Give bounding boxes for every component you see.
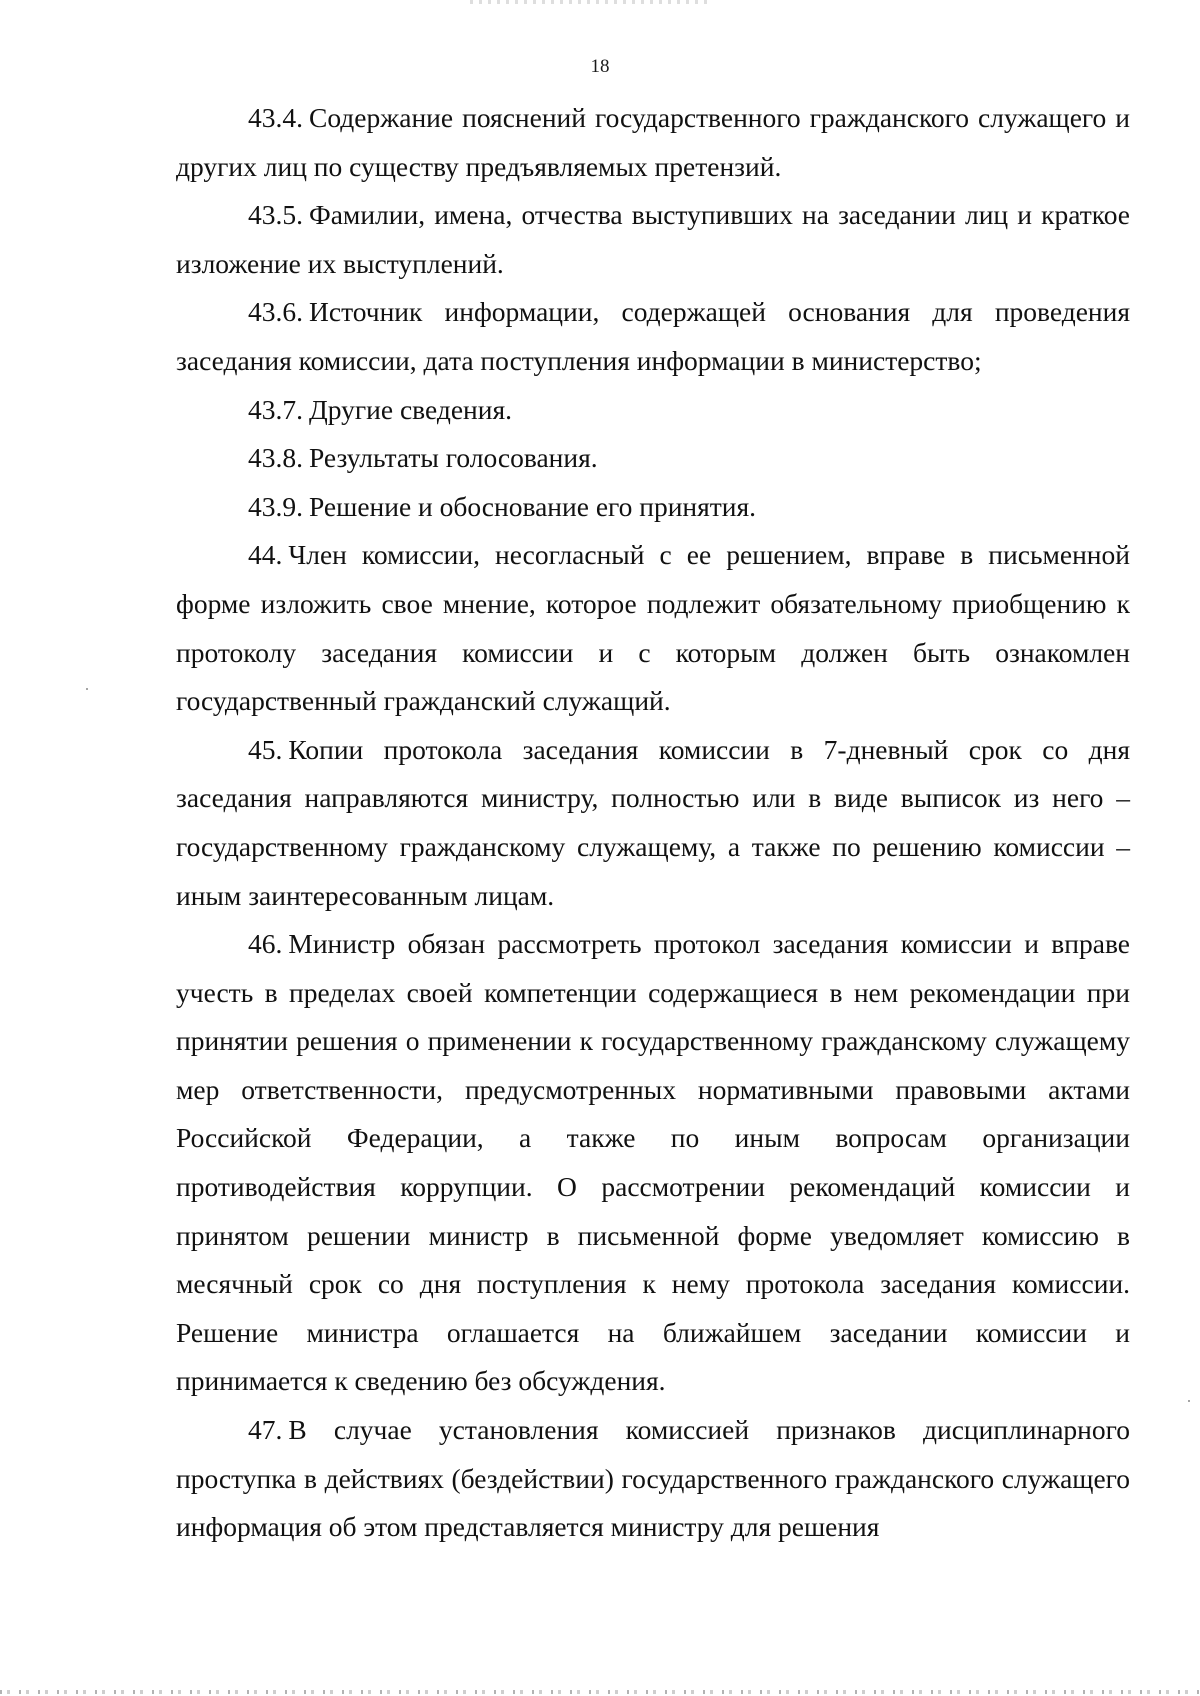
paragraph-number: 45. bbox=[248, 733, 283, 765]
scan-speck bbox=[86, 688, 88, 690]
paragraph-43-6 bbox=[176, 288, 1130, 385]
paragraph-number: 43.5. bbox=[248, 199, 303, 231]
paragraph-text: Министр обязан рассмотреть протокол заседания комиссии и вправе учесть в пределах своей компетенции содержащиеся в нем рекомендации при принятии решения о применении к государственному гражданскому служащему мер ответственности, предусмотренных нормативными правовыми актами Российской Федерации, а также по иным вопросам организации противодействия коррупции. О рассмотрении рекомендаций комиссии и принятом решении министр в письменной форме уведомляет комиссию в месячный срок со дня поступления к нему протокола заседания комиссии. Решение министра оглашается на ближайшем заседании комиссии и принимается к сведению без обсуждения. bbox=[176, 928, 1130, 1397]
paragraph-number: 43.6. bbox=[248, 296, 303, 328]
paragraph-text: Решение и обоснование его принятия. bbox=[309, 490, 757, 522]
scan-artifact-bottom bbox=[0, 1690, 1200, 1694]
paragraph-text: Член комиссии, несогласный с ее решением, вправе в письменной форме изложить свое мнение, которое подлежит обязательному приобщению к протоколу заседания комиссии и с которым должен быть ознакомлен государственный гражданский служащий. bbox=[176, 539, 1130, 717]
paragraph-number: 43.7. bbox=[248, 393, 303, 425]
paragraph-text: В случае установления комиссией признаков дисциплинарного проступка в действиях (бездействии) государственного гражданского служащего информация об этом представляется министру для решения bbox=[176, 1414, 1130, 1543]
document-body bbox=[176, 94, 1130, 1552]
paragraph-text: Фамилии, имена, отчества выступивших на заседании лиц и краткое изложение их выступлений. bbox=[176, 199, 1130, 279]
paragraph-43-5 bbox=[176, 191, 1130, 288]
paragraph-number: 43.4. bbox=[248, 102, 303, 133]
paragraph-text: Копии протокола заседания комиссии в 7-дневный срок со дня заседания направляются министру, полностью или в виде выписок из него – государственному гражданскому служащему, а также по решению комиссии – иным заинтересованным лицам. bbox=[176, 733, 1130, 911]
paragraph-45 bbox=[176, 726, 1130, 920]
paragraph-43-4 bbox=[176, 94, 1130, 191]
paragraph-43-9 bbox=[176, 483, 1130, 532]
paragraph-43-7 bbox=[176, 386, 1130, 435]
paragraph-number: 43.8. bbox=[248, 442, 303, 474]
paragraph-number: 46. bbox=[248, 928, 283, 960]
paragraph-number: 43.9. bbox=[248, 490, 303, 522]
page-number: 18 bbox=[590, 56, 610, 77]
paragraph-46 bbox=[176, 920, 1130, 1406]
paragraph-text: Другие сведения. bbox=[309, 393, 513, 425]
paragraph-text: Источник информации, содержащей основания для проведения заседания комиссии, дата поступления информации в министерство; bbox=[176, 296, 1130, 376]
scan-speck bbox=[1188, 1400, 1190, 1402]
paragraph-47 bbox=[176, 1406, 1130, 1552]
paragraph-text: Содержание пояснений государственного гражданского служащего и других лиц по существу предъявляемых претензий. bbox=[176, 102, 1130, 182]
paragraph-44 bbox=[176, 531, 1130, 725]
paragraph-number: 44. bbox=[248, 539, 283, 571]
paragraph-text: Результаты голосования. bbox=[309, 442, 598, 474]
paragraph-number: 47. bbox=[248, 1414, 283, 1446]
scan-artifact-top bbox=[470, 0, 710, 4]
paragraph-43-8 bbox=[176, 434, 1130, 483]
